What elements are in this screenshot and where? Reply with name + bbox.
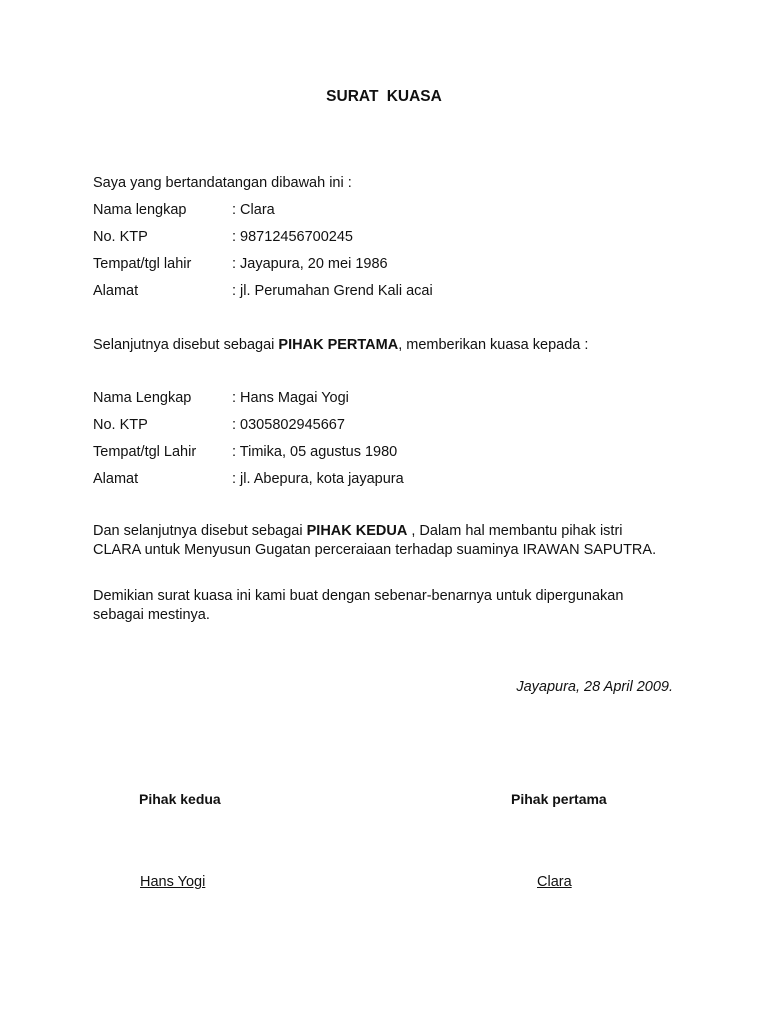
pihak-pertama-label: PIHAK PERTAMA	[278, 337, 399, 353]
signature-name-left: Hans Yogi	[140, 874, 206, 890]
document-title: SURAT KUASA	[326, 88, 442, 105]
field-label: No. KTP	[93, 229, 148, 245]
field-value: : Jayapura, 20 mei 1986	[232, 256, 388, 272]
field-value: : 98712456700245	[232, 229, 353, 245]
pihak-kedua-label: PIHAK KEDUA	[306, 523, 408, 539]
closing-paragraph: Demikian surat kuasa ini kami buat dengan sebenar-benarnya untuk dipergunakan sebagai mestinya.	[93, 588, 624, 623]
second-party-designation: Dan selanjutnya disebut sebagai PIHAK KEDUA , Dalam hal membantu pihak istri CLARA untuk Menyusun Gugatan perceraiaan terhadap suaminya IRAWAN SAPUTRA.	[93, 523, 657, 558]
field-label: Alamat	[93, 471, 139, 487]
field-value: : Clara	[232, 202, 275, 218]
place-date: Jayapura, 28 April 2009.	[516, 679, 673, 695]
field-label: Tempat/tgl Lahir	[93, 444, 197, 460]
intro-text: Saya yang bertandatangan dibawah ini :	[93, 175, 352, 191]
first-party-designation: Selanjutnya disebut sebagai PIHAK PERTAMA, memberikan kuasa kepada :	[93, 337, 589, 353]
field-value: : 0305802945667	[232, 417, 345, 433]
signature-role-left: Pihak kedua	[139, 791, 221, 807]
field-value: : Timika, 05 agustus 1980	[232, 444, 398, 460]
signature-name-right: Clara	[537, 874, 572, 890]
field-label: No. KTP	[93, 417, 148, 433]
field-value: : jl. Perumahan Grend Kali acai	[232, 283, 433, 299]
field-label: Nama lengkap	[93, 202, 187, 218]
field-value: : jl. Abepura, kota jayapura	[232, 471, 404, 487]
field-label: Alamat	[93, 283, 139, 299]
field-value: : Hans Magai Yogi	[232, 390, 349, 406]
field-label: Nama Lengkap	[93, 390, 192, 406]
signature-role-right: Pihak pertama	[511, 791, 607, 807]
field-label: Tempat/tgl lahir	[93, 256, 192, 272]
